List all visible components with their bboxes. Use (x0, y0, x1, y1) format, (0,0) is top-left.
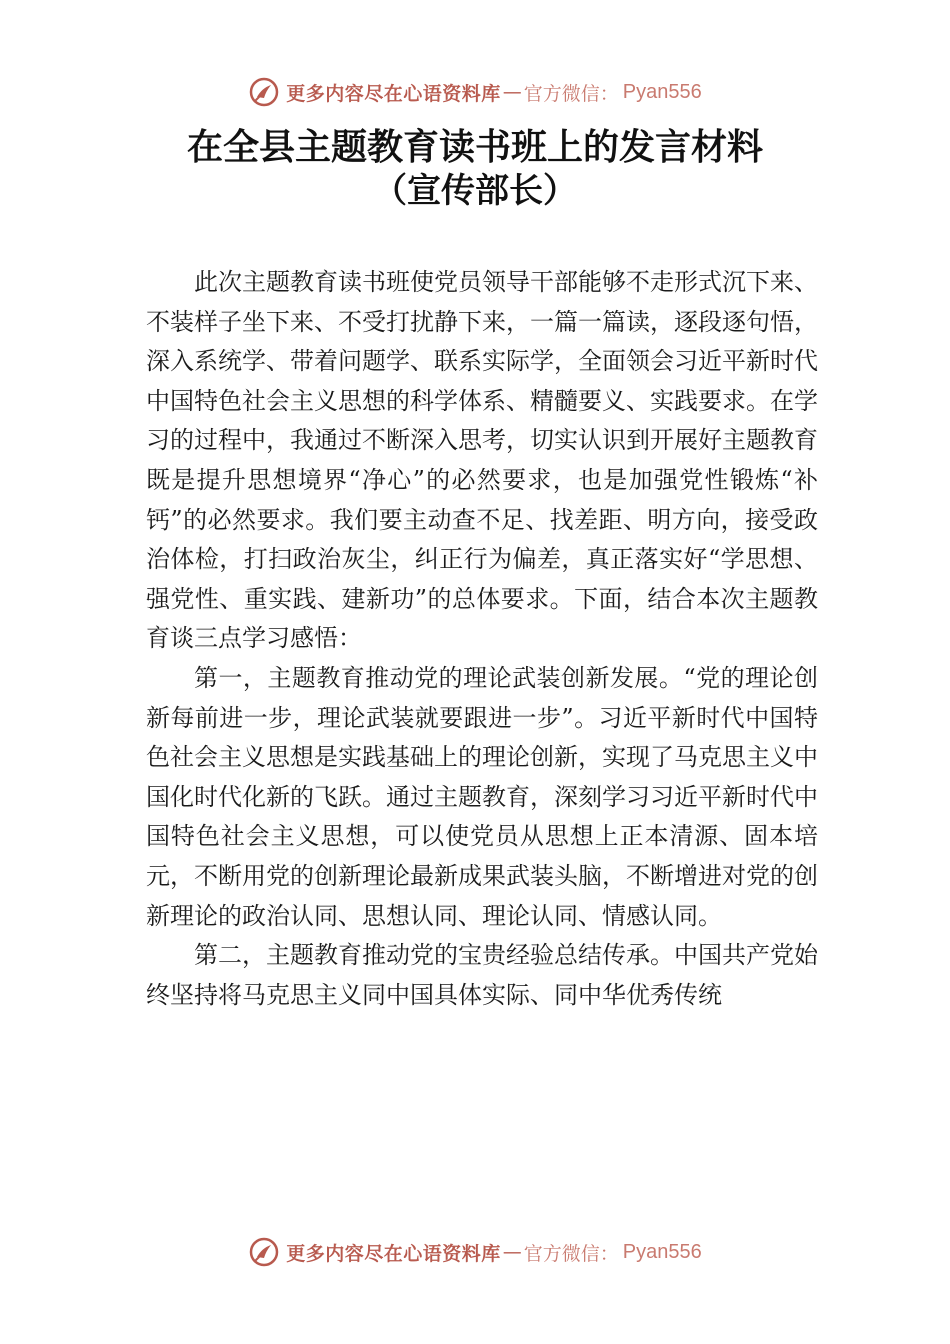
header-banner-wechat-id: Pyan556 (622, 80, 702, 103)
footer-banner-wechat-id: Pyan556 (622, 1240, 702, 1263)
header-banner-contact-label: 官方微信： (523, 82, 619, 105)
document-subtitle: （宣传部长） (373, 171, 577, 211)
brush-logo-icon (248, 76, 280, 108)
document-title: 在全县主题教育读书班上的发言材料 (186, 126, 763, 168)
document-body (146, 263, 818, 1015)
header-banner-main-text: 更多内容尽在心语资料库 (286, 82, 501, 105)
header-watermark-banner (0, 74, 950, 110)
footer-watermark-banner (0, 1234, 950, 1270)
footer-banner-contact-label: 官方微信： (523, 1242, 619, 1265)
footer-banner-main-text: 更多内容尽在心语资料库 (286, 1242, 501, 1265)
brush-logo-icon (248, 1236, 280, 1268)
footer-banner-separator: — (502, 1241, 522, 1263)
header-banner-separator: — (502, 81, 522, 103)
paragraph-intro: 此次主题教育读书班使党员领导干部能够不走形式沉下来、不装样子坐下来、不受打扰静下来，一篇一篇读，逐段逐句悟，深入系统学、带着问题学、联系实际学，全面领会习近平新时代中国特色社会主义思想的科学体系、精髓要义、实践要求。在学习的过程中，我通过不断深入思考，切实认识到开展好主题教育既是提升思想境界“净心”的必然要求，也是加强党性锻炼“补钙”的必然要求。我们要主动查不足、找差距、明方向，接受政治体检，打扫政治灰尘，纠正行为偏差，真正落实好“学思想、强党性、重实践、建新功”的总体要求。下面，结合本次主题教育谈三点学习感悟： (146, 268, 818, 653)
paragraph-point-one: 第一，主题教育推动党的理论武装创新发展。“党的理论创新每前进一步，理论武装就要跟进一步”。习近平新时代中国特色社会主义思想是实践基础上的理论创新，实现了马克思主义中国化时代化新的飞跃。通过主题教育，深刻学习习近平新时代中国特色社会主义思想，可以使党员从思想上正本清源、固本培元，不断用党的创新理论最新成果武装头脑，不断增进对党的创新理论的政治认同、思想认同、理论认同、情感认同。 (146, 663, 818, 930)
paragraph-point-two: 第二，主题教育推动党的宝贵经验总结传承。中国共产党始终坚持将马克思主义同中国具体实际、同中华优秀传统 (146, 941, 818, 1009)
